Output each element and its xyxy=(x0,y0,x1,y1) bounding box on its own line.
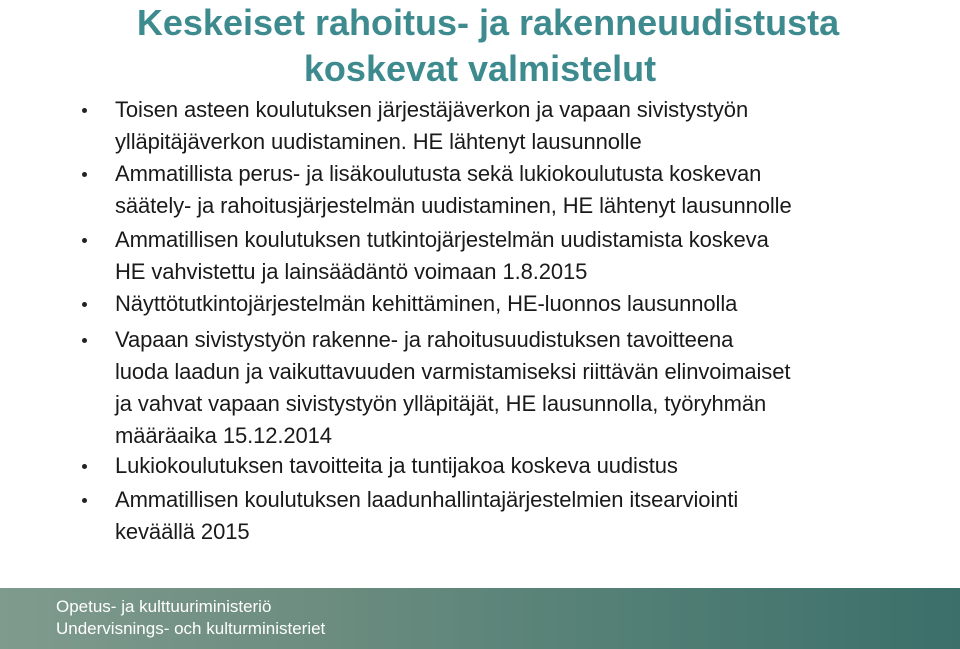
bullet-text-line: Ammatillista perus- ja lisäkoulutusta sekä lukiokoulutusta koskevan xyxy=(115,161,762,186)
bullet-dot-icon xyxy=(82,302,87,307)
ministry-name-swedish: Undervisnings- och kulturministeriet xyxy=(56,619,326,638)
bullet-text-line: luoda laadun ja vaikuttavuuden varmistamiseksi riittävän elinvoimaiset xyxy=(115,359,791,384)
bullet-text-line: Näyttötutkintojärjestelmän kehittäminen, HE-luonnos lausunnolla xyxy=(115,291,738,316)
bullet-item-liberal-adult-education xyxy=(115,324,915,452)
bullet-dot-icon xyxy=(82,108,87,113)
footer-band xyxy=(0,588,960,649)
bullet-text-line: Ammatillisen koulutuksen tutkintojärjestelmän uudistamista koskeva xyxy=(115,227,769,252)
bullet-text-line: Lukiokoulutuksen tavoitteita ja tuntijakoa koskeva uudistus xyxy=(115,453,678,478)
slide-title-line-2: koskevat valmistelut xyxy=(303,48,657,89)
bullet-text-line: Vapaan sivistystyön rakenne- ja rahoitusuudistuksen tavoitteena xyxy=(115,327,734,352)
bullet-item-network-reform xyxy=(115,94,915,158)
ministry-logo-text xyxy=(56,596,325,640)
bullet-dot-icon xyxy=(82,464,87,469)
bullet-dot-icon xyxy=(82,498,87,503)
bullet-item-qualification-system xyxy=(115,224,915,288)
ministry-name-finnish: Opetus- ja kulttuuriministeriö xyxy=(56,597,272,616)
bullet-text-line: ylläpitäjäverkon uudistaminen. HE lähtenyt lausunnolle xyxy=(115,129,642,154)
bullet-text-line: määräaika 15.12.2014 xyxy=(115,423,332,448)
bullet-item-competence-tests xyxy=(115,288,915,320)
bullet-text-line: Toisen asteen koulutuksen järjestäjäverkon ja vapaan sivistystyön xyxy=(115,97,749,122)
bullet-item-upper-secondary-reform xyxy=(115,450,915,482)
bullet-text-line: keväällä 2015 xyxy=(115,519,250,544)
bullet-dot-icon xyxy=(82,172,87,177)
bullet-text-line: Ammatillisen koulutuksen laadunhallintajärjestelmien itsearviointi xyxy=(115,487,739,512)
bullet-text-line: HE vahvistettu ja lainsäädäntö voimaan 1.8.2015 xyxy=(115,259,588,284)
bullet-item-funding-reform xyxy=(115,158,915,222)
slide-title-line-1: Keskeiset rahoitus- ja rakenneuudistusta xyxy=(136,2,840,43)
bullet-text-line: ja vahvat vapaan sivistystyön ylläpitäjät, HE lausunnolla, työryhmän xyxy=(115,391,767,416)
bullet-text-line: säätely- ja rahoitusjärjestelmän uudistaminen, HE lähtenyt lausunnolle xyxy=(115,193,792,218)
bullet-dot-icon xyxy=(82,238,87,243)
bullet-item-quality-self-assessment xyxy=(115,484,915,548)
bullet-dot-icon xyxy=(82,338,87,343)
